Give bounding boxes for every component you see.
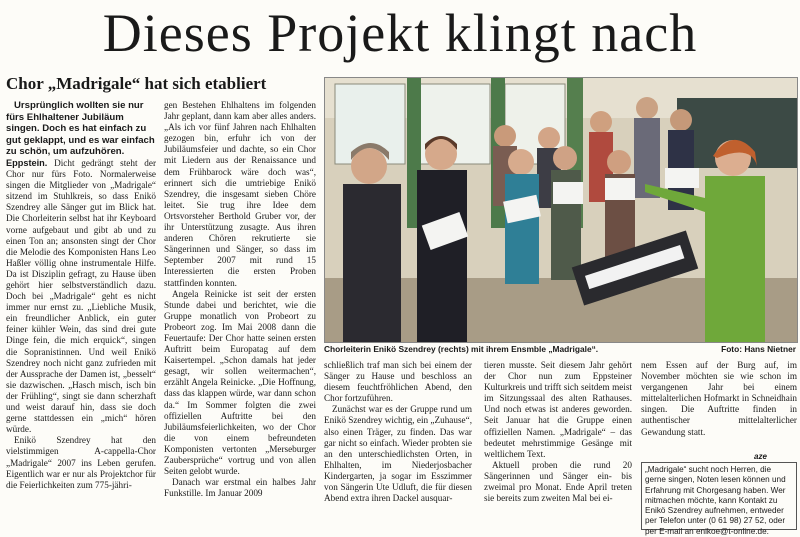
article-column-3 bbox=[324, 360, 472, 533]
photo-caption bbox=[324, 344, 796, 355]
dateline: Eppstein. bbox=[6, 157, 48, 168]
caption-text: Chorleiterin Enikö Szendrey (rechts) mit ihrem Ensmble „Madrigale“. bbox=[324, 344, 599, 354]
body-paragraph: Angela Reinicke ist seit der ersten Stunde dabei und berichtet, wie die Gruppe monatlich von Probeort zu Probeort zog. Im Mai 2008 dann die Feuertaufe: Der Chor hatte seinen ersten Auftritt beim Europatag auf dem Kaisertempel. „Schon damals hat jeder gesagt, wir sollen weitermachen“, erzählt Angela Reinicke. „Die Hoffnung, dass das klappen würde, war dann schon da.“ Im Sommer folgten die zwei offiziellen Auftritte bei den Jubiläumsfeierlichkeiten, wo der Chor die von einem befreundeten Komponisten vertonten „Merseburger Zaubersprüche“ vortrug und von allen Seiten gelobt wurde. bbox=[164, 288, 316, 477]
article-column-2 bbox=[164, 100, 316, 533]
body-paragraph: gen Bestehen Ehlhaltens im folgenden Jahr geplant, dann kam aber alles anders. „Als ich vor fünf Jahren nach Ehlhalten gezogen bin, erfuhr ich von der Jubiläumsfeier und dachte, so ein Chor mit Liedern aus der Renaissance und dem Frühbarock wäre doch was“, erinnert sich die umtriebige Enikö Szendrey, die insgesamt sieben Chöre leitet. Sie trug ihre Idee dem Ortsvorsteher Berthold Gruber vor, der ihr Unterstützung zusagte. Aus ihren anderen Chören rekrutierte sie Sängerinnen und Sänger, so dass im September 2007 mit rund 15 Interessierten die ersten Proben stattfinden konnten. bbox=[164, 100, 316, 288]
body-paragraph: nem Essen auf der Burg auf, im November möchten sie wie schon im vergangenen Jahr bei einem mittelalterlichen Hofmarkt in Schneidhain singen. Die Auftritte finden in authentischer mittelalterlicher Gewandung statt. bbox=[641, 360, 797, 437]
body-paragraph: Zunächst war es der Gruppe rund um Enikö Szendrey wichtig, ein „Zuhause“, also einen Träger, zu finden. Das war gar nicht so einfach. Wieder probten sie an den unterschiedlichsten Orten, in Ehlhalten, im Niederjosbacher Kindergarten, ja sogar im Esszimmer von Sängerin Ute Udluft, die für diesen Abend extra ihren Dackel ausquar- bbox=[324, 404, 472, 504]
body-paragraph: tieren musste. Seit diesem Jahr gehört der Chor nun zum Eppsteiner Kulturkreis und trifft sich seitdem meist im Sitzungssaal des alten Rathauses. Und noch etwas ist anderes geworden. Seit Januar hat die Gruppe einen offiziellen Namen. „Madrigale“ – das bedeutet mehrstimmige Gesänge mit weltlichem Text. bbox=[484, 360, 632, 459]
subheadline: Chor „Madrigale“ hat sich etabliert bbox=[6, 74, 267, 93]
article-column-1 bbox=[6, 100, 156, 533]
body-paragraph bbox=[6, 158, 156, 435]
lead-paragraph: Ursprünglich wollten sie nur fürs Ehlhaltener Jubiläum singen. Doch es hat einfach zu gut geklappt, und es war einfach zu schön, um aufzuhören. bbox=[6, 100, 155, 158]
body-text: Dicht gedrängt steht der Chor nur fürs Foto. Normalerweise singen die Mitglieder von „Madrigale“ sitzend im Stuhlkreis, so dass Enikö Szendrey alle Sänger gut im Blick hat. Die Chorleiterin selbst hat ihr Keyboard vorne aufgebaut und gibt ab und zu einen Ton an; ansonsten singt der Chor die Melodie des Komponisten Hans Leo Haßler völlig ohne instrumentale Hilfe. Da ist Disziplin gefragt, zu Hause üben gehört hier selbstverständlich dazu. Doch bei „Madrigale“ geht es nicht immer nur ernst zu. „Liebliche Musik, ein freundlicher Anblick, ein guter feiner kühler Wein, das sind drei gute Dinge fein, die mich erquick“, singen die Sopranistinnen. Und weil Enikö Szendrey noch nicht ganz zufrieden mit der Aussprache der Damen ist, „besselt“ sie dazwischen. „Hasch misch, isch bin der Frühling“, singt sie dann scherzhaft und weist darauf hin, dass sie doch gerne stattdessen ein „mich“ hören würde. bbox=[6, 157, 156, 435]
article-column-4 bbox=[484, 360, 632, 533]
body-paragraph: Enikö Szendrey hat den vielstimmigen A-cappella-Chor „Madrigale“ 2007 ins Leben gerufen. Eigentlich war er nur als Projektchor für die Feierlichkeiten zum 775-jähri- bbox=[6, 435, 156, 490]
article-column-5 bbox=[641, 360, 797, 452]
choir-photo-image bbox=[325, 78, 797, 342]
headline: Dieses Projekt klingt nach bbox=[102, 3, 698, 63]
info-box: „Madrigale“ sucht noch Herren, die gerne singen, Noten lesen können und Erfahrung mit Chorgesang haben. Wer mitmachen möchte, kann Kontakt zu Enikö Szendrey aufnehmen, entweder per Telefon unter (0 61 98) 27 52, oder per E-mail an enikoe@t-online.de. bbox=[641, 462, 797, 530]
choir-photo bbox=[324, 77, 798, 343]
body-paragraph: Danach war erstmal ein halbes Jahr Funkstille. Im Januar 2009 bbox=[164, 477, 316, 499]
body-paragraph: Aktuell proben die rund 20 Sängerinnen und Sänger ein- bis zweimal pro Monat. Ende April treten sie bereits zum zweiten Mal bei ei- bbox=[484, 459, 632, 504]
author-signature: aze bbox=[754, 452, 767, 461]
body-paragraph: schließlich traf man sich bei einem der Sänger zu Hause und beschloss an diesem feuchtfröhlichen Abend, den Chor fortzuführen. bbox=[324, 360, 472, 404]
photo-credit: Foto: Hans Nietner bbox=[721, 344, 796, 354]
